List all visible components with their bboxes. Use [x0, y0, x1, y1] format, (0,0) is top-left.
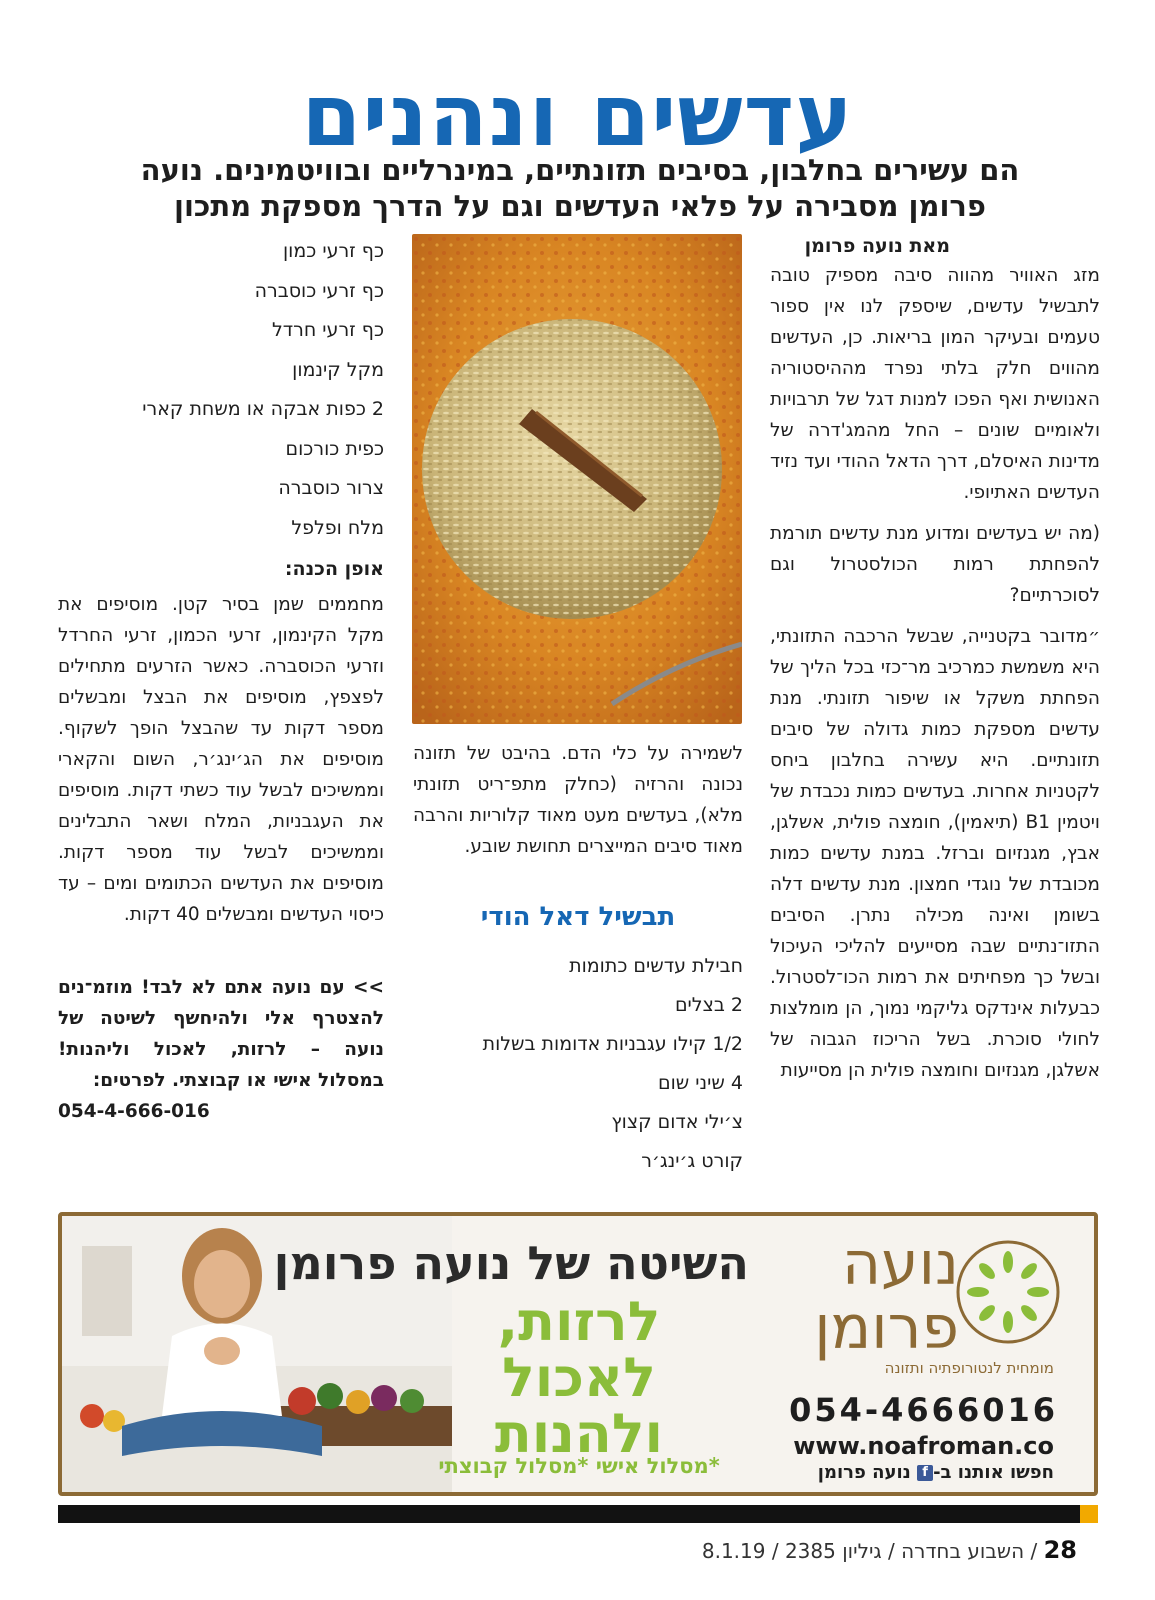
ad-phone[interactable]: 054-4666016: [789, 1391, 1058, 1429]
footer-bar-accent: [1080, 1505, 1098, 1523]
ad-slogan-line-3: ולהנות: [494, 1402, 664, 1465]
page-number: 28: [1043, 1536, 1077, 1564]
leaf-seal-icon: [952, 1236, 1064, 1348]
ingredient-item: חבילת עדשים כתומות: [569, 955, 743, 977]
article-column-middle: [413, 738, 743, 1181]
ingredient-item: צ׳ילי אדום קצוץ: [611, 1111, 743, 1133]
ad-slogan: [409, 1290, 749, 1465]
promo-text: >> עם נועה אתם לא לבד! מוזמ־נים להצטרף אלי ולהיחשף לשיטה של נועה – לרזות, לאכול וליהנות! במסלול אישי או קבוצתי. לפרטים:: [58, 977, 384, 1091]
ingredient-item: צרור כוסברה: [278, 477, 384, 499]
promo-phone: 054-4-666-016: [58, 1101, 210, 1122]
facebook-icon: f: [917, 1465, 933, 1481]
ad-title: השיטה של נועה פרומן: [273, 1236, 749, 1290]
ingredient-item: 2 בצלים: [674, 994, 743, 1016]
facebook-name: נועה פרומן: [817, 1462, 911, 1483]
method-heading: אופן הכנה:: [284, 558, 384, 580]
ingredient-item: מקל קינמון: [292, 358, 384, 381]
ad-website[interactable]: www.noafroman.co: [793, 1432, 1054, 1460]
article-paragraph-3: ״מדובר בקטנייה, שבשל הרכבה התזונתי, היא משמשת כמרכיב מר־כזי בכל הליך של הפחתת משקל או שיפור תזונתי. מנת עדשים מספקת כמות גדולה של סיבים תזונתיים. היא עשירה בחלבון ביחס לקטניות אחרות. בעדשים כמות נכבדת של ויטמין B1 (תיאמין), חומצה פולית, אשלגן, אבץ, מגנזיום וברזל. במנת עדשים כמות מכובדת של נוגדי חמצון. מנת עדשים דלה בשומן ואינה מכילה נתרן. הסיבים התזו־נתיים שבה מסייעים להליכי העיכול ובשל כך מפחיתים את רמות הכו־לסטרול. כבעלות אינדקס גליקמי נמוך, הן מומלצות לחולי סוכרת. בשל הריכוז הגבוה של אשלגן, מגנזיום וחומצה פולית הן מסייעות: [770, 626, 1100, 1081]
recipe-column-left: [58, 232, 384, 1127]
footer: [702, 1536, 1077, 1564]
ad-facebook[interactable]: [818, 1462, 1054, 1483]
ingredient-item: מלח ופלפל: [291, 516, 384, 539]
ingredients-list-a: [413, 947, 743, 1181]
recipe-title: תבשיל דאל הודי: [480, 902, 676, 932]
headline: עדשים ונהנים: [301, 66, 854, 166]
method-text: מחממים שמן בסיר קטן. מוסיפים את מקל הקינמון, זרעי הכמון, זרעי החרדל וזרעי הכוסברה. כאשר הזרעים מתחילים לפצפץ, מוסיפים את הבצל ומבשלים מספר דקות עד שהבצל הופך לשקוף. מוסיפים את הג׳ינג׳ר, השום והקארי וממשיכים לבשל עוד כשתי דקות. מוסיפים את העגבניות, המלח ושאר התבלינים וממשיכים לבשל עוד מספר דקות. מוסיפים את העדשים הכתומים ומים – עד כיסוי העדשים ומבשלים 40 דקות.: [58, 594, 384, 925]
advertisement-box[interactable]: [58, 1212, 1098, 1496]
ingredient-item: 4 שיני שום: [658, 1072, 743, 1094]
dal-dish-photo: [412, 234, 742, 724]
subhead: הם עשירים בחלבון, בסיבים תזונתיים, במינרליים ובוויטמינים. נועה פרומן מסבירה על פלאי העדשים וגם על הדרך מספקת מתכון: [140, 153, 1020, 223]
brand-logo-text: [814, 1229, 959, 1363]
ad-slogan-line-1: לרזות,: [497, 1290, 661, 1353]
ingredient-item: כף זרעי כמון: [282, 240, 384, 262]
brand-line-1: נועה: [841, 1229, 959, 1299]
brand-subtitle: מומחית לנטורופתיה ותזונה: [884, 1359, 1054, 1377]
byline: מאת נועה פרומן: [804, 235, 950, 257]
article-paragraph-4: לשמירה על כלי הדם. בהיבט של תזונה נכונה והרזיה (כחלק מתפ־ריט תזונתי מלא), בעדשים מעט מאוד קלוריות והרבה מאוד סיבים המייצרים תחושת שובע.: [413, 743, 743, 857]
footer-publication: / השבוע בחדרה / גיליון 2385 / 8.1.19: [701, 1539, 1038, 1563]
ad-tracks: *מסלול אישי *מסלול קבוצתי: [438, 1454, 720, 1478]
footer-bar: [58, 1505, 1098, 1523]
ingredient-item: 2 כפות אבקה או משחת קארי: [142, 398, 384, 420]
ad-slogan-line-2: לאכול: [502, 1346, 656, 1409]
article-paragraph-1: מזג האוויר מהווה סיבה מספיק טובה לתבשיל עדשים, שיספק לנו אין ספור טעמים ובעיקר המון בריאות. כן, העדשים מהווים חלק בלתי נפרד מההיסטוריה האנושית ואף הפכו למנות דגל של תרבויות ולאומיים שונים – החל מהמג'דרה של מדינות האיסלם, דרך הדאל ההודי ועד נזיד העדשים האתיופי.: [770, 265, 1100, 503]
ingredient-item: כפית כורכום: [285, 437, 384, 460]
facebook-prefix: חפשו אותנו ב-: [933, 1462, 1054, 1483]
brand-line-2: פרומן: [814, 1293, 959, 1363]
ingredient-item: כף זרעי כוסברה: [254, 279, 384, 302]
article-column-right: [770, 232, 1100, 1096]
article-paragraph-2: (מה יש בעדשים ומדוע מנת עדשים תורמת להפחתת רמות הכולסטרול וגם לסוכרתיים?: [770, 523, 1100, 606]
ingredients-list-b: [58, 232, 384, 548]
ingredient-item: קורט ג׳ינג׳ר: [641, 1150, 743, 1172]
ingredient-item: 1/2 קילו עגבניות אדומות בשלות: [482, 1033, 743, 1055]
ingredient-item: כף זרעי חרדל: [271, 319, 384, 341]
